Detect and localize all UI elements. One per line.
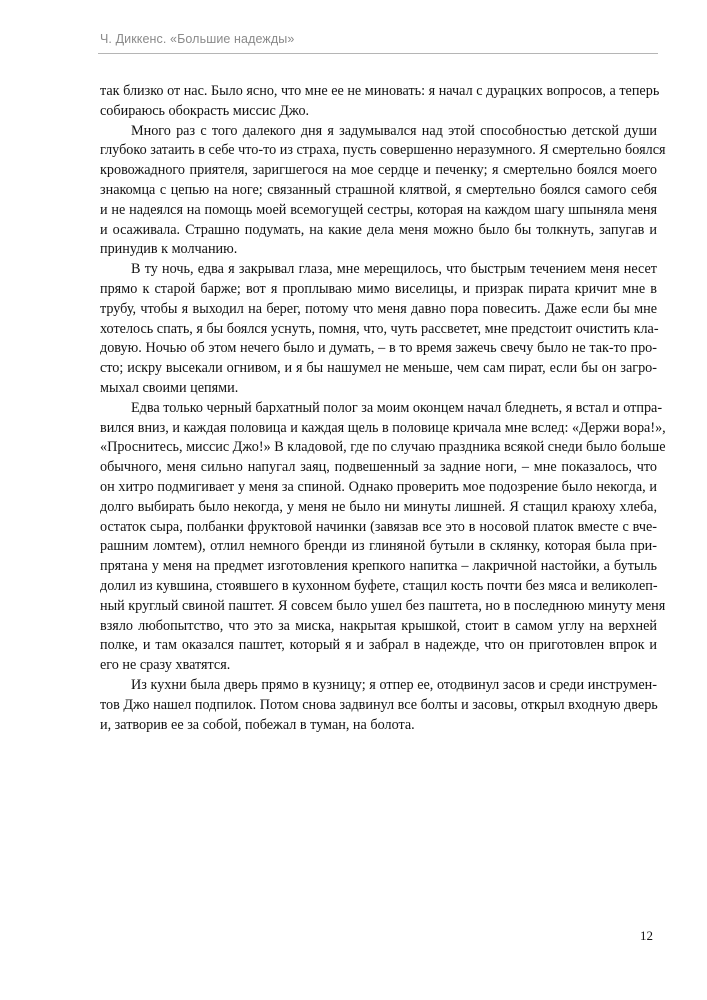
text-line: его не сразу хватятся.: [100, 657, 231, 674]
text-line: Много раз с того далекого дня я задумывался над этой способностью детской души: [131, 122, 657, 139]
text-line: взяло любопытство, что это за миска, накрытая крышкой, стоит в самом углу на верхней: [100, 617, 657, 634]
text-line: он хитро подмигивает у меня за спиной. Однако проверить мое подозрение было некогда, и: [100, 478, 657, 495]
body-text: [100, 82, 666, 735]
text-line: хотелось спать, я бы боялся уснуть, помня, что, чуть рассветет, мне предстоит очистить кла-: [100, 320, 659, 337]
text-line: и не надеялся на помощь моей всемогущей сестры, которая на каждом шагу шпыняла меня: [100, 201, 657, 218]
text-line: прямо к старой барже; вот я проплываю мимо виселицы, и призрак пирата кричит мне в: [100, 280, 657, 297]
text-line: трубу, чтобы я выходил на берег, потому что меня давно пора повесить. Даже если бы мне: [100, 300, 657, 317]
text-line: принудив к молчанию.: [100, 241, 238, 258]
text-line: полке, и там оказался паштет, который я и забрал в надежде, что он приготовлен впрок и: [100, 637, 657, 654]
text-line: долил из кувшина, стоявшего в кухонном буфете, стащил кость почти без мяса и великолеп-: [100, 577, 658, 594]
page-number: 12: [640, 928, 653, 943]
text-line: прятана у меня на предмет изготовления крепкого напитка – лакричной настойки, а бутыль: [100, 558, 657, 575]
running-head: Ч. Диккенс. «Большие надежды»: [100, 32, 295, 46]
text-line: тов Джо нашел подпилок. Потом снова задвинул все болты и засовы, открыл входную дверь: [100, 696, 658, 713]
text-line: ный круглый свиной паштет. Я совсем было ушел без паштета, но в последнюю минуту меня: [100, 597, 666, 614]
header-rule: [98, 53, 658, 54]
text-line: остаток сыра, полбанки фруктовой начинки (завязав все это в носовой платок вместе с вче-: [100, 518, 657, 535]
text-line: собираюсь обокрасть миссис Джо.: [100, 102, 310, 119]
text-line: так близко от нас. Было ясно, что мне ее не миновать: я начал с дурацких вопросов, а теперь: [100, 83, 660, 99]
text-line: Едва только черный бархатный полог за моим оконцем начал бледнеть, я встал и отпра-: [131, 399, 663, 416]
text-line: долго выбирать было некогда, у меня не было ни минуты лишней. Я стащил краюху хлеба,: [100, 498, 657, 515]
text-line: вился вниз, и каждая половица и каждая щель в половице кричала мне вслед: «Держи вора!»,: [100, 419, 666, 436]
text-line: сто; искру высекали огнивом, и я бы нашумел не меньше, чем сам пират, если бы он загро-: [100, 360, 657, 377]
text-line: кровожадного приятеля, заригшегося на мое сердце и печенку; я смертельно боялся моего: [100, 162, 657, 179]
text-line: довую. Ночью об этом нечего было и думать, – в то время зажечь свечу было не так-то про-: [100, 340, 657, 357]
text-line: В ту ночь, едва я закрывал глаза, мне мерещилось, что быстрым течением меня несет: [131, 261, 657, 278]
text-line: обычного, меня сильно напугал заяц, подвешенный за задние ноги, – мне показалось, что: [100, 459, 657, 476]
text-line: знакомца с цепью на ноге; связанный страшной клятвой, я смертельно боялся самого себя: [100, 181, 657, 198]
text-line: мыхал своими цепями.: [100, 379, 239, 396]
text-line: и осаживала. Страшно подумать, на какие дела меня можно было бы толкнуть, запугав и: [100, 221, 657, 238]
text-line: Из кухни была дверь прямо в кузницу; я отпер ее, отодвинул засов и среди инструмен-: [131, 676, 657, 693]
text-line: глубоко затаить в себе что-то из страха, пусть совершенно неразумного. Я смертельно боялся: [100, 142, 666, 159]
text-line: и, затворив ее за собой, побежал в туман, на болота.: [100, 716, 415, 733]
text-line: рашним ломтем), отлил немного бренди из глиняной бутыли в склянку, которая была при-: [100, 538, 657, 555]
text-line: «Проснитесь, миссис Джо!» В кладовой, где по случаю праздника всякой снеди было больше: [100, 439, 666, 456]
